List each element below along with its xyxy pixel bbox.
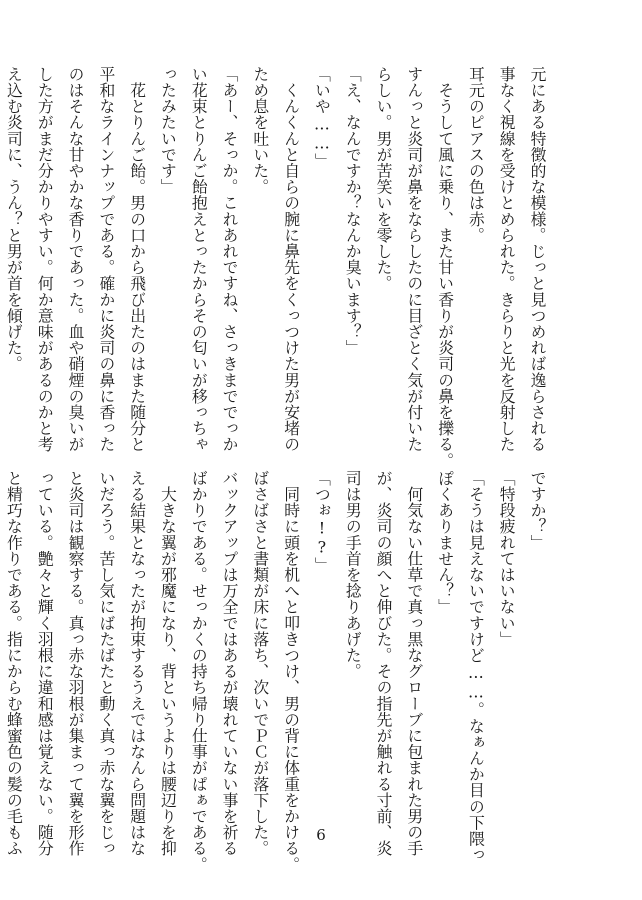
text-line: 「そうは見えないですけど……。なぁんか目の下隈っ (466, 470, 486, 863)
text-line: のはそんな甘やかな香りであった。血や硝煙の臭いが (66, 66, 86, 453)
text-line: と精巧な作りである。指にからむ蜂蜜色の髪の毛もふ (4, 470, 24, 857)
text-line: える結果となったが拘束するうえではなんら問題はな (127, 470, 147, 857)
text-line: い花束とりんご飴抱えとったからその匂いが移っちゃ (189, 66, 209, 453)
text-line: 同時に頭を机へと叩きつけ、男の背に体重をかける。 (281, 470, 301, 873)
text-line: 何気ない仕草で真っ黒なグローブに包まれた男の手 (404, 470, 424, 857)
text-line: 「特段疲れてはいない」 (497, 470, 517, 648)
text-line: 平和なラインナップである。確かに炎司の鼻に香った (96, 66, 116, 453)
text-line: 耳元のピアスの色は赤。 (466, 66, 486, 244)
text-line: いだろう。苦し気にばたばたと動く真っ赤な翼をじっ (96, 470, 116, 857)
text-line: が、炎司の顔へと伸びた。その指先が触れる寸前、炎 (374, 470, 394, 857)
text-line: っている。艶々と輝く羽根に違和感は覚えない。随分 (35, 470, 55, 857)
page-number: 6 (316, 826, 326, 844)
text-block-lower (0, 470, 552, 873)
text-line: 大きな翼が邪魔になり、背というよりは腰辺りを抑 (158, 470, 178, 857)
text-line: 司は男の手首を捻りあげた。 (343, 470, 363, 680)
text-line: 元にある特徴的な模様。じっと見つめれば逸らされる (528, 66, 547, 453)
text-line: 「つぉ!?」 (312, 470, 332, 573)
text-line: すんっと炎司が鼻をならしたのに目ざとく気が付いた (404, 66, 424, 453)
text-line: 事なく視線を受けとめられた。きらりと光を反射した (497, 66, 517, 453)
text-line: 花とりんご飴。男の口から飛び出たのはまた随分と (127, 66, 147, 453)
text-line: らしい。男が苦笑いを零した。 (374, 66, 394, 292)
text-line: くんくんと自らの腕に鼻先をくっつけた男が安堵の (281, 66, 301, 453)
text-line: した方がまだ分かりやすい。何か意味があるのかと考 (35, 66, 55, 453)
text-line: と炎司は観察する。真っ赤な羽根が集まって翼を形作 (66, 470, 86, 857)
text-line: 「え、なんですか？なんか臭います？」 (343, 66, 363, 356)
text-line: バックアップは万全ではあるが壊れていない事を祈る (220, 470, 240, 857)
text-line: ったみたいです」 (158, 66, 178, 195)
text-line: そうして風に乗り、また甘い香りが炎司の鼻を擽る。 (435, 66, 455, 469)
text-line: ばさばさと書類が床に落ち、次いでＰＣが落下した。 (250, 470, 270, 857)
text-line: ばかりである。せっかくの持ち帰り仕事がぱぁである。 (189, 470, 209, 873)
text-block-upper (0, 66, 552, 469)
text-line: 「あー、そっか。これあれですね、さっきまででっか (220, 66, 240, 453)
text-line: 「いや……」 (312, 66, 332, 169)
text-line: ぽくありません？」 (435, 470, 455, 615)
text-line: ため息を吐いた。 (250, 66, 270, 195)
text-line: え込む炎司に、うん？と男が首を傾げた。 (4, 66, 24, 372)
text-line: ですか？」 (528, 470, 547, 551)
